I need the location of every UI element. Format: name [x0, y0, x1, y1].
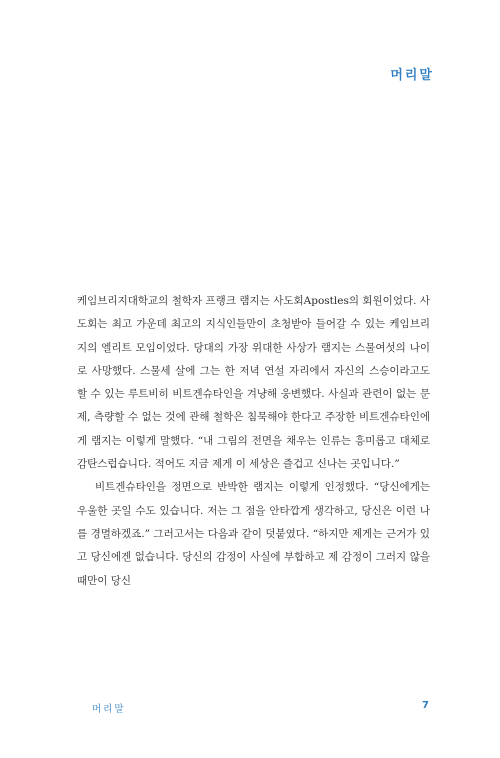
chapter-title: 머리말 [390, 68, 434, 83]
page-number: 7 [422, 700, 429, 711]
body-text [77, 290, 430, 593]
running-title: 머리말 [92, 704, 126, 715]
paragraph: 비트겐슈타인을 정면으로 반박한 램지는 이렇게 인정했다. “당신에게는 우울한 곳일 수도 있습니다. 저는 그 점을 안타깝게 생각하고, 당신은 이런 나를 경멸하겠죠.” 그러고서는 다음과 같이 덧붙였다. “하지만 제게는 근거가 있고 당신에겐 없습니다. 당신의 감정이 사실에 부합하고 제 감정이 그러지 않을 때만이 당신 [77, 481, 430, 587]
paragraph: 케임브리지대학교의 철학자 프랭크 램지는 사도회Apostles의 회원이었다. 사도회는 최고 가운데 최고의 지식인들만이 초청받아 들어갈 수 있는 케임브리지의 엘리트 모임이었다. 당대의 가장 위대한 사상가 램지는 스물여섯의 나이로 사망했다. 스물세 살에 그는 한 저녁 연설 자리에서 자신의 스승이라고도 할 수 있는 루트비히 비트겐슈타인을 겨냥해 웅변했다. 사실과 관련이 없는 문제, 측량할 수 없는 것에 관해 철학은 침묵해야 한다고 주장한 비트겐슈타인에게 램지는 이렇게 말했다. “내 그림의 전면을 채우는 인류는 흥미롭고 대체로 감탄스럽습니다. 적어도 지금 제게 이 세상은 즐겁고 신나는 곳입니다.” [77, 295, 430, 471]
